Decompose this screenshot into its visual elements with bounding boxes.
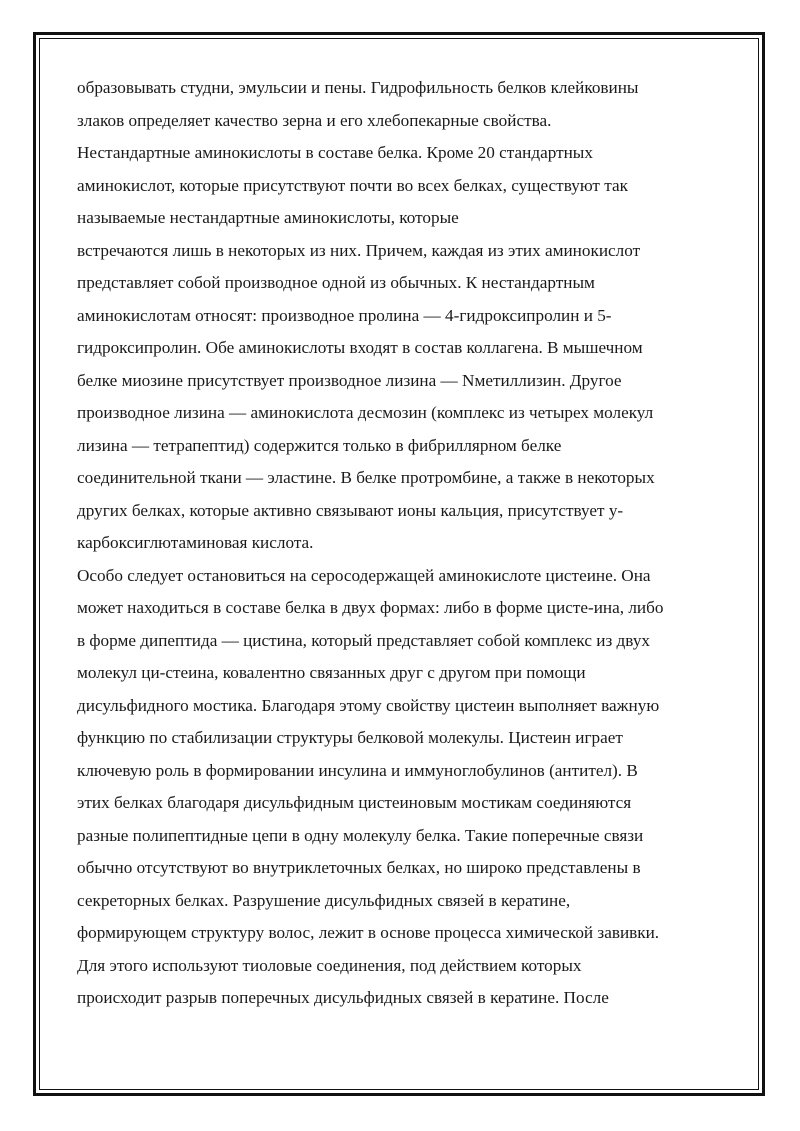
text-line: образовывать студни, эмульсии и пены. Гидрофильность белков клейковины [77,78,639,97]
text-line: встречаются лишь в некоторых из них. Причем, каждая из этих аминокислот [77,240,641,260]
text-line: этих белках благодаря дисульфидным цистеиновым мостикам соединяются [77,793,632,812]
text-line: формирующем структуру волос, лежит в основе процесса химической завивки. [77,923,660,942]
text-line: аминокислотам относят: производное пролина — 4-гидроксипролин и 5- [77,305,612,325]
text-line: обычно отсутствуют во внутриклеточных белках, но широко представлены в [77,858,641,877]
text-line: секреторных белках. Разрушение дисульфидных связей в кератине, [77,890,571,910]
text-line: в форме дипептида — цистина, который представляет собой комплекс из двух [77,630,651,650]
text-line: других белках, которые активно связывают ионы кальция, присутствует у- [77,500,624,520]
text-line: может находиться в составе белка в двух формах: либо в форме цисте-ина, либо [77,598,664,617]
text-line: функцию по стабилизации структуры белковой молекулы. Цистеин играет [77,728,623,747]
text-line: молекул ци-стеина, ковалентно связанных друг с другом при помощи [77,663,586,682]
text-line: белке миозине присутствует производное лизина — Nметиллизин. Другое [77,370,622,390]
text-line: Особо следует остановиться на серосодержащей аминокислоте цистеине. Она [77,565,651,585]
text-line: представляет собой производное одной из обычных. К нестандартным [77,273,595,292]
text-line: лизина — тетрапептид) содержится только в фибриллярном белке [77,435,562,455]
text-line: дисульфидного мостика. Благодаря этому свойству цистеин выполняет важную [77,695,660,715]
text-line: гидроксипролин. Обе аминокислоты входят в состав коллагена. В мышечном [77,338,643,357]
text-line: аминокислот, которые присутствуют почти во всех белках, существуют так [77,175,628,195]
text-line: карбоксиглютаминовая кислота. [77,533,314,552]
text-line: происходит разрыв поперечных дисульфидных связей в кератине. После [77,988,609,1007]
text-line: производное лизина — аминокислота десмозин (комплекс из четырех молекул [77,403,654,422]
text-line: разные полипептидные цепи в одну молекулу белка. Такие поперечные связи [77,825,644,845]
text-line: соединительной ткани — эластине. В белке протромбине, а также в некоторых [77,468,655,487]
text-line: Нестандартные аминокислоты в составе белка. Кроме 20 стандартных [77,143,593,162]
document-body [77,72,727,1015]
text-line: Для этого используют тиоловые соединения, под действием которых [77,955,582,975]
text-line: называемые нестандартные аминокислоты, которые [77,208,459,227]
text-line: ключевую роль в формировании инсулина и иммуноглобулинов (антител). В [77,760,638,780]
text-line: злаков определяет качество зерна и его хлебопекарные свойства. [77,110,552,130]
